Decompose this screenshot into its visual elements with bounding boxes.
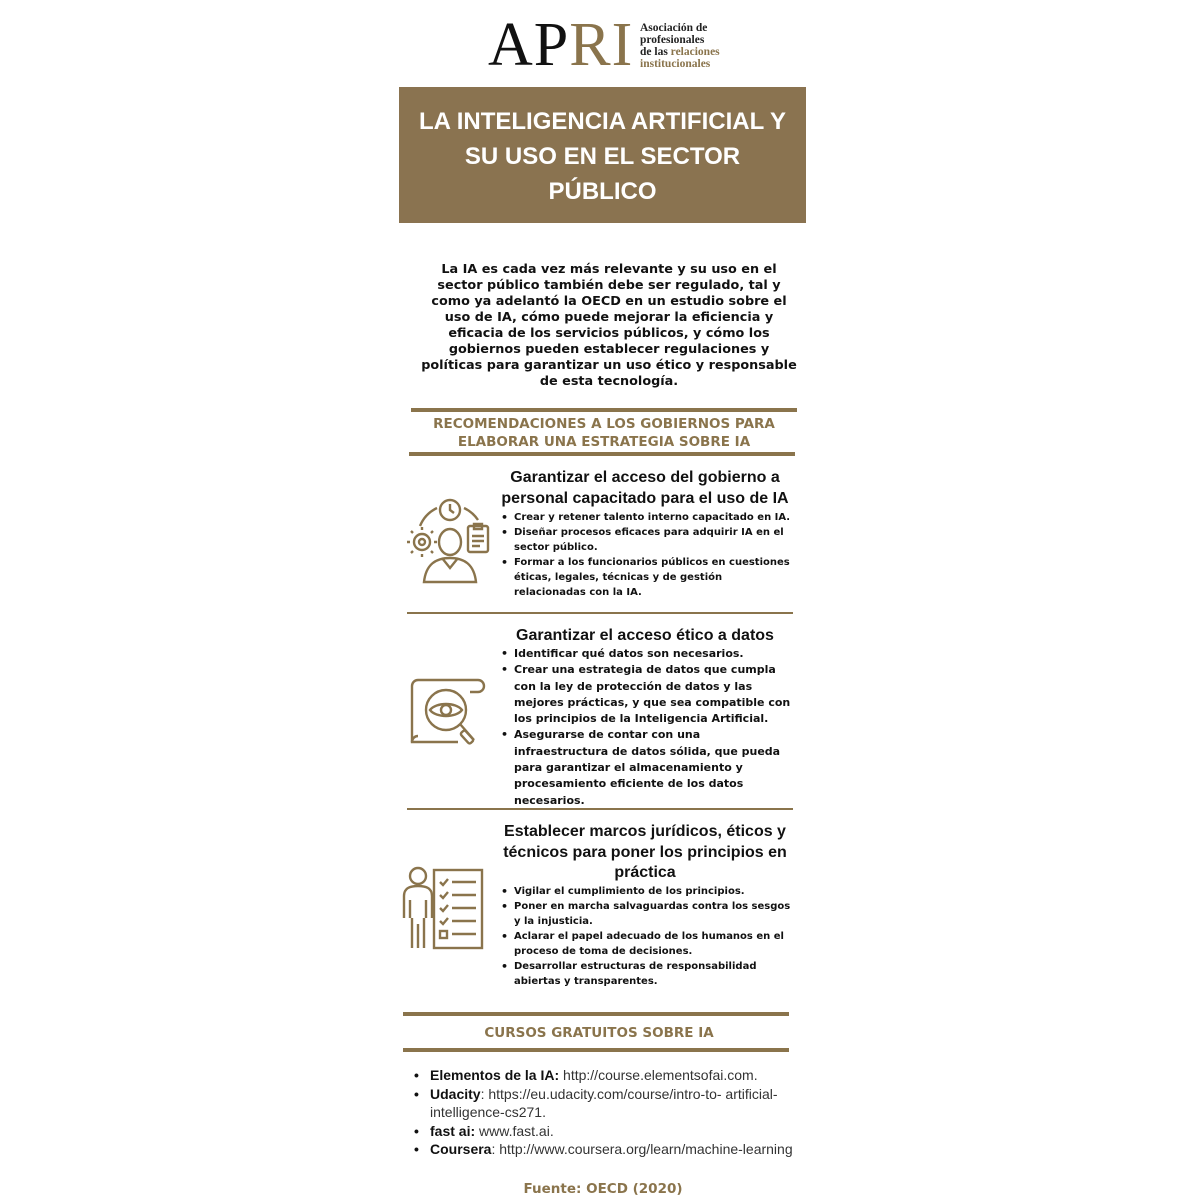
page-title [399,104,806,209]
list-item: • Aclarar el papel adecuado de los humanos en el proceso de toma de decisiones. [500,929,796,959]
course-link[interactable]: : https://eu.udacity.com/course/intro-to- artificial-intelligence-cs271. [430,1085,778,1120]
logo-caption-line4: institucionales [640,58,711,70]
course-item [414,1122,806,1141]
source-citation: Fuente: OECD (2020) [523,1181,683,1197]
list-item: • Poner en marcha salvaguardas contra los sesgos y la injusticia. [500,899,796,929]
recommendations-heading-line2: ELABORAR UNA ESTRATEGIA SOBRE IA [457,434,751,450]
recommendation-1-title [496,468,794,509]
recommendation-2-title: Garantizar el acceso ético a datos [516,627,774,644]
team-skills-icon [404,496,498,588]
divider [407,612,793,614]
course-item [414,1066,806,1085]
recommendation-1-title-line1: Garantizar el acceso del gobierno a [510,469,780,486]
recommendation-2-bullets [500,646,796,809]
course-item [414,1085,806,1122]
course-link[interactable]: www.fast.ai. [475,1122,554,1139]
recommendation-3-title-line2: técnicos para poner los principios en [503,843,787,861]
recommendation-1-bullets [500,510,796,600]
list-item: • Vigilar el cumplimiento de los principios. [500,884,796,899]
course-link[interactable]: : http://www.coursera.org/learn/machine-learning [491,1141,793,1157]
divider [407,808,793,810]
list-item: • Diseñar procesos eficaces para adquirir IA en el sector público. [500,525,796,555]
course-link[interactable]: http://course.elementsofai.com. [559,1067,758,1083]
course-name: fast ai: [430,1122,476,1139]
course-item [414,1140,806,1159]
logo-caption [640,22,720,70]
logo-caption-line2: profesionales [640,34,705,46]
list-item: • Crear una estrategia de datos que cumpla con la ley de protección de datos y las mejores prácticas, y que sea compatible con los principios de la Inteligencia Artificial. [500,662,796,727]
recommendation-1-title-line2: personal capacitado para el uso de IA [501,489,789,507]
recommendation-3-title [496,822,794,884]
list-item: • Identificar qué datos son necesarios. [500,646,796,662]
logo-caption-line3b: relaciones [670,46,720,58]
page-title-line2: SU USO EN EL SECTOR [464,143,741,170]
divider [403,1012,789,1016]
list-item: • Crear y retener talento interno capacitado en IA. [500,510,796,525]
logo-caption-line3a: de las [640,46,671,58]
list-item: • Desarrollar estructuras de responsabilidad abiertas y transparentes. [500,959,796,989]
courses-list [414,1066,806,1159]
page-title-line1: LA INTELIGENCIA ARTIFICIAL Y [418,108,787,135]
logo-caption-line3 [640,46,720,58]
recommendation-3-title-line3: práctica [614,864,676,881]
person-checklist-icon [400,864,486,952]
apri-logo [488,11,634,79]
course-name: Elementos de la IA: [430,1067,560,1083]
course-name: Coursera [430,1141,492,1157]
logo-caption-line1: Asociación de [640,22,708,34]
logo-mark-ri: RI [569,11,634,79]
page-title-line3: PÚBLICO [548,178,657,205]
list-item: • Formar a los funcionarios públicos en cuestiones éticas, legales, técnicas y de gestión relacionadas con la IA. [500,555,796,600]
courses-heading: CURSOS GRATUITOS SOBRE IA [484,1025,714,1041]
divider [403,1048,789,1052]
logo-mark-ap: AP [488,11,570,79]
divider [409,452,795,456]
recommendation-3-title-line1: Establecer marcos jurídicos, éticos y [504,823,786,840]
recommendations-heading-line1: RECOMENDACIONES A LOS GOBIERNOS PARA [433,416,775,432]
recommendations-heading [411,415,797,451]
intro-paragraph: La IA es cada vez más relevante y su uso en el sector público también debe ser regulado, tal y como ya adelantó la OECD en un estudio sobre el uso de IA, cómo puede mejorar la eficiencia y eficacia de los servicios públicos, y cómo los gobiernos pueden establecer regulaciones y políticas para garantizar un uso ético y responsable de esta tecnología. [421,262,797,389]
recommendation-3-bullets [500,884,796,989]
divider [411,408,797,412]
document-eye-search-icon [404,676,486,748]
course-name: Udacity [430,1085,481,1102]
list-item: • Asegurarse de contar con una infraestructura de datos sólida, que pueda para garantizar el almacenamiento y procesamiento eficiente de los datos necesarios. [500,727,796,808]
